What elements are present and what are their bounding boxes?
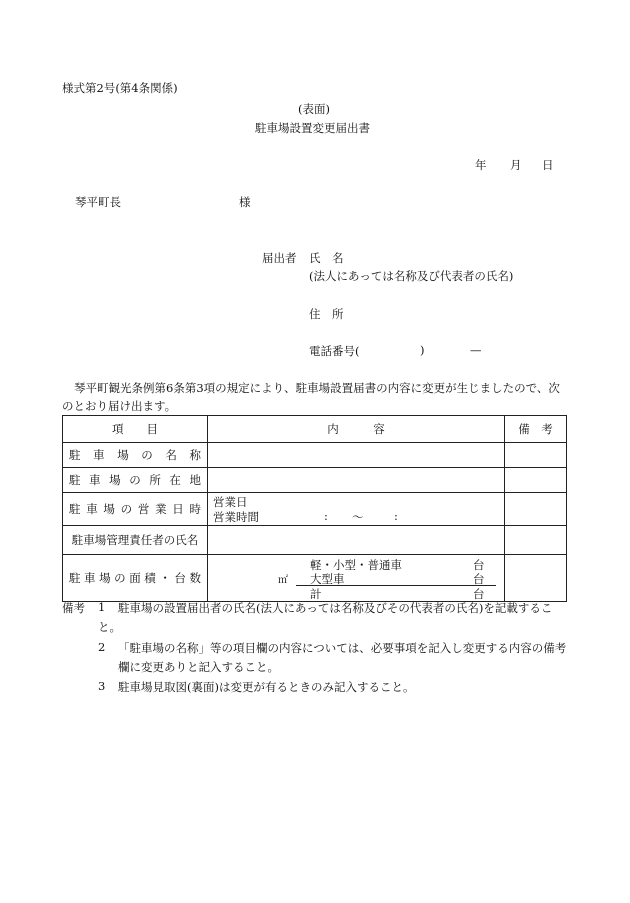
form-number: 様式第2号(第4条関係)	[62, 81, 178, 95]
cell-content-area[interactable]	[208, 555, 505, 602]
header-content: 内 容	[208, 416, 505, 443]
remarks-item-1-num: 1	[98, 600, 106, 614]
phone-close: )	[420, 343, 425, 357]
header-item: 項 目	[63, 416, 208, 443]
remarks-item-2-num: 2	[98, 640, 106, 654]
phone-dash: —	[470, 343, 482, 357]
remarks-item-2-line-2: 欄に変更ありと記入すること。	[118, 660, 279, 674]
cell-remarks-area[interactable]	[505, 555, 567, 602]
table-row	[63, 443, 567, 468]
small-car-counter: 台	[473, 558, 485, 572]
table-row	[63, 555, 567, 602]
row-label-name: 駐車場の名称	[63, 443, 208, 468]
table-row	[63, 493, 567, 526]
business-time-colon-1: :	[324, 509, 328, 523]
table-row	[63, 468, 567, 493]
area-unit: ㎡	[278, 575, 288, 586]
row-label-area: 駐車場の面積・台数	[63, 555, 208, 602]
remarks-item-2-line-1: 「駐車場の名称」等の項目欄の内容については、必要事項を記入し変更する内容の備考	[118, 641, 567, 655]
cell-remarks-manager[interactable]	[505, 526, 567, 555]
document-title: 駐車場設置変更届出書	[255, 121, 370, 135]
large-car-counter: 台	[473, 572, 485, 586]
header-remarks: 備 考	[505, 416, 567, 443]
applicant-label: 届出者	[262, 251, 297, 265]
applicant-address-label: 住 所	[309, 307, 344, 321]
business-day-label: 営業日	[213, 495, 248, 509]
total-counter: 台	[473, 587, 485, 601]
remarks-item-3-num: 3	[98, 679, 106, 693]
date-month: 月	[510, 158, 522, 172]
side-label: (表面)	[298, 102, 330, 116]
row-label-location: 駐車場の所在地	[63, 468, 208, 493]
row-label-manager: 駐車場管理責任者の氏名	[63, 526, 208, 555]
body-text-line-1: 琴平町観光条例第6条第3項の規定により、駐車場設置届書の内容に変更が生じましたので、次	[74, 381, 560, 395]
remarks-item-1-line-1: 駐車場の設置届出者の氏名(法人にあっては名称及びその代表者の氏名)を記載するこ	[118, 601, 553, 615]
remarks-item-3-line-1: 駐車場見取図(裏面)は変更が有るときのみ記入すること。	[118, 680, 415, 694]
row-label-business-days: 駐車場の営業日時	[63, 493, 208, 526]
table-row	[63, 526, 567, 555]
cell-remarks-name[interactable]	[505, 443, 567, 468]
cell-remarks-business-days[interactable]	[505, 493, 567, 526]
date-day: 日	[542, 158, 554, 172]
phone-label: 電話番号(	[309, 344, 360, 358]
cell-content-location[interactable]	[208, 468, 505, 493]
area-subtotal-line	[296, 585, 496, 586]
applicant-name-note: (法人にあっては名称及び代表者の氏名)	[309, 269, 514, 283]
business-time-tilde: 〜	[352, 510, 364, 524]
remarks-label: 備考	[62, 601, 85, 615]
addressee-name: 琴平町長	[75, 195, 121, 209]
cell-content-business-days[interactable]	[208, 493, 505, 526]
applicant-name-label: 氏 名	[309, 251, 344, 265]
cell-content-manager[interactable]	[208, 526, 505, 555]
business-time-label: 営業時間	[213, 510, 259, 524]
area-breakdown	[208, 557, 504, 599]
total-label: 計	[310, 587, 322, 601]
date-year: 年	[475, 158, 487, 172]
form-table	[62, 415, 567, 602]
remarks-item-1-line-2: と。	[98, 620, 121, 634]
table-header-row	[63, 416, 567, 443]
cell-content-name[interactable]	[208, 443, 505, 468]
cell-remarks-location[interactable]	[505, 468, 567, 493]
small-car-label: 軽・小型・普通車	[310, 558, 402, 572]
large-car-label: 大型車	[310, 572, 345, 586]
business-time-colon-2: :	[394, 509, 398, 523]
addressee-honorific: 様	[239, 195, 251, 209]
body-text-line-2: のとおり届け出ます。	[62, 399, 177, 413]
